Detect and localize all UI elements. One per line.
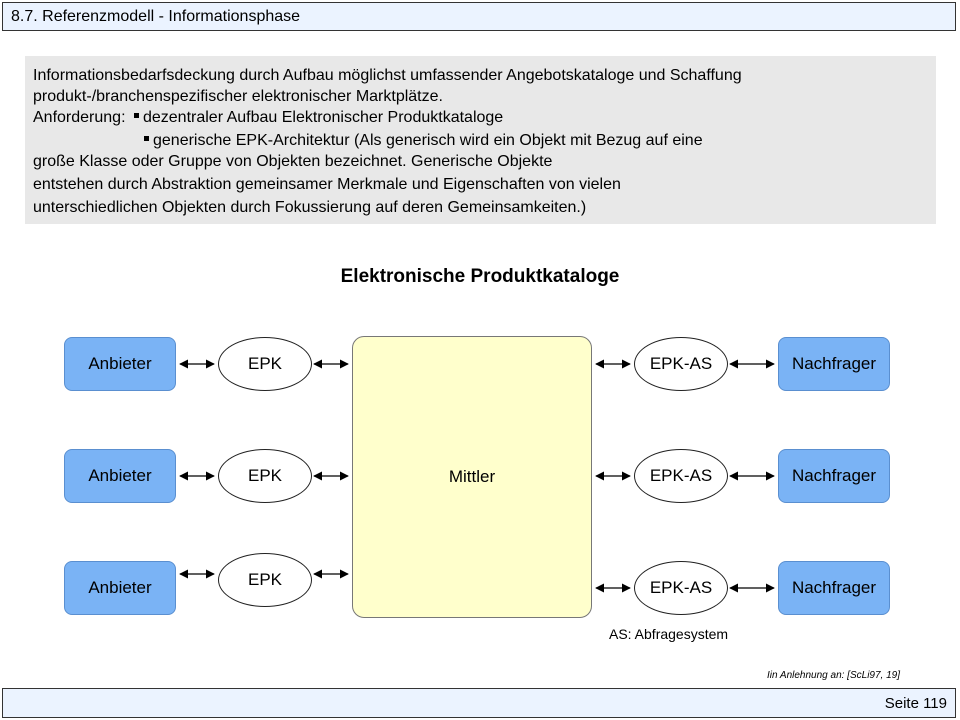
source-citation: Iin Anlehnung an: [ScLi97, 19] [766,670,900,681]
nachfrager-box-2: Nachfrager [778,449,890,503]
epk-as-ellipse-2: EPK-AS [634,449,728,503]
info-line-7: unterschiedlichen Objekten durch Fokussierung auf deren Gemeinsamkeiten.) [33,199,587,216]
anbieter-box-3: Anbieter [64,561,176,615]
mittler-box: Mittler [352,336,592,618]
requirement-bullet-1: dezentraler Aufbau Elektronischer Produktkataloge [142,109,504,126]
epk-ellipse-3: EPK [218,553,312,607]
diagram-title: Elektronische Produktkataloge [340,266,620,287]
epk-as-ellipse-3: EPK-AS [634,561,728,615]
anbieter-box-1: Anbieter [64,337,176,391]
requirement-label: Anforderung: [33,109,126,126]
page-title: 8.7. Referenzmodell - Informationsphase [11,8,301,25]
anbieter-box-2: Anbieter [64,449,176,503]
footnote: AS: Abfragesystem [609,626,729,642]
info-line-6: entstehen durch Abstraktion gemeinsamer Merkmale und Eigenschaften von vielen [33,176,621,193]
nachfrager-box-3: Nachfrager [778,561,890,615]
requirement-bullet-2: generische EPK-Architektur (Als generisch wird ein Objekt mit Bezug auf eine [153,132,703,149]
info-line-1: Informationsbedarfsdeckung durch Aufbau möglichst umfassender Angebotskataloge und Schaffung [33,67,742,84]
footer-bar [2,688,956,718]
info-line-2: produkt-/branchenspezifischer elektronischer Marktplätze. [33,88,443,105]
nachfrager-box-1: Nachfrager [778,337,890,391]
page-number: Seite 119 [884,695,947,712]
epk-ellipse-1: EPK [218,337,312,391]
epk-as-ellipse-1: EPK-AS [634,337,728,391]
epk-ellipse-2: EPK [218,449,312,503]
info-line-5: große Klasse oder Gruppe von Objekten bezeichnet. Generische Objekte [33,153,553,170]
